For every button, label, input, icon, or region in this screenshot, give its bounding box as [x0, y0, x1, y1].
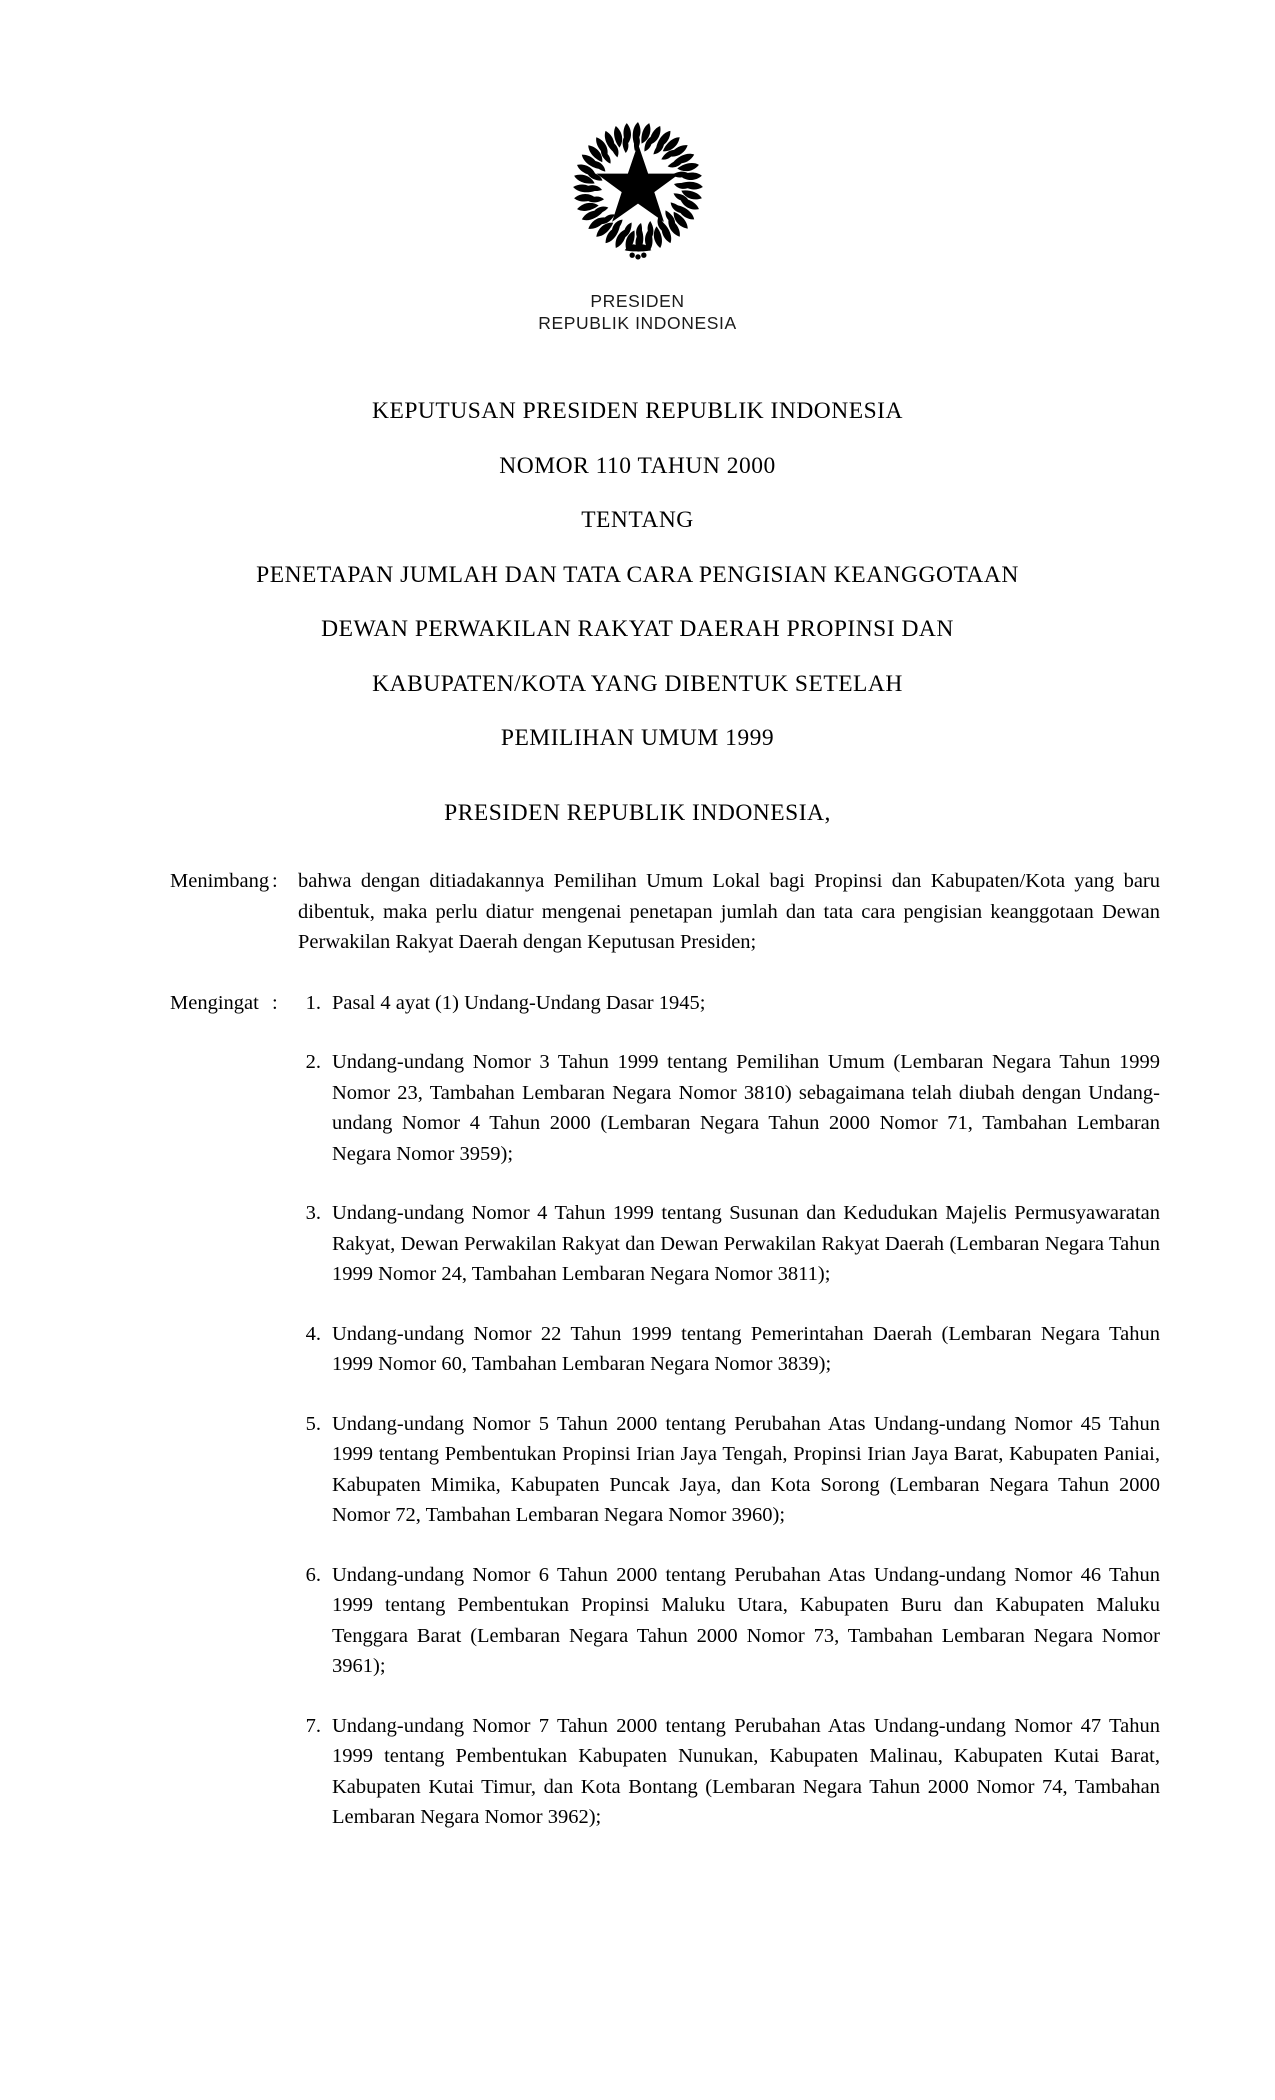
list-item-text: Undang-undang Nomor 7 Tahun 2000 tentang Perubahan Atas Undang-undang Nomor 47 Tahun 1999 tentang Pembentukan Kabupaten Nunukan, Kabupaten Malinau, Kabupaten Kutai Barat, Kabupaten Kutai Timur, dan Kota Bontang (Lembaran Negara Tahun 2000 Nomor 74, Tambahan Lembaran Negara Nomor 3962); — [332, 1714, 1160, 1828]
menimbang-text-wrapper — [298, 866, 1160, 958]
presidential-seal-block — [0, 108, 1275, 271]
subject-line-2: DEWAN PERWAKILAN RAKYAT DAERAH PROPINSI DAN — [321, 616, 954, 642]
list-item-marker: 2. — [305, 1051, 321, 1073]
seal-caption-line-1: PRESIDEN — [590, 291, 685, 311]
list-item-text: Undang-undang Nomor 6 Tahun 2000 tentang Perubahan Atas Undang-undang Nomor 46 Tahun 1999 tentang Pembentukan Propinsi Maluku Utara, Kabupaten Buru dan Kabupaten Maluku Tenggara Barat (Lembaran Negara Tahun 2000 Nomor 73, Tambahan Lembaran Negara Nomor 3961); — [332, 1563, 1160, 1677]
menimbang-paragraph: bahwa dengan ditiadakannya Pemilihan Umum Lokal bagi Propinsi dan Kabupaten/Kota yang baru dibentuk, maka perlu diatur mengenai penetapan jumlah dan tata cara pengisian keanggotaan Dewan Perwakilan Rakyat Daerah dengan Keputusan Presiden; — [298, 870, 1160, 953]
list-item — [298, 1409, 1160, 1531]
page-title: KEPUTUSAN PRESIDEN REPUBLIK INDONESIA — [372, 398, 903, 424]
menimbang-clause — [170, 866, 1160, 958]
seal-caption — [0, 290, 1275, 334]
list-item-marker: 1. — [305, 991, 321, 1014]
decree-title-block — [0, 384, 1275, 766]
list-item-text: Undang-undang Nomor 3 Tahun 1999 tentang Pemilihan Umum (Lembaran Negara Tahun 1999 Nomor 23, Tambahan Lembaran Negara Nomor 3810) sebagaimana telah diubah dengan Undang-undang Nomor 4 Tahun 2000 (Lembaran Negara Tahun 2000 Nomor 71, Tambahan Lembaran Negara Nomor 3959); — [332, 1051, 1160, 1165]
list-item-text: Pasal 4 ayat (1) Undang-Undang Dasar 1945; — [332, 991, 706, 1014]
tentang-label: TENTANG — [581, 507, 694, 533]
list-item-text: Undang-undang Nomor 4 Tahun 1999 tentang Susunan dan Kedudukan Majelis Permusyawaratan Rakyat, Dewan Perwakilan Rakyat dan Dewan Perwakilan Rakyat Daerah (Lembaran Negara Tahun 1999 Nomor 24, Tambahan Lembaran Negara Nomor 3811); — [332, 1202, 1160, 1285]
list-item-text: Undang-undang Nomor 5 Tahun 2000 tentang Perubahan Atas Undang-undang Nomor 45 Tahun 1999 tentang Pembentukan Propinsi Irian Jaya Tengah, Propinsi Irian Jaya Barat, Kabupaten Paniai, Kabupaten Mimika, Kabupaten Puncak Jaya, dan Kota Sorong (Lembaran Negara Tahun 2000 Nomor 72, Tambahan Lembaran Negara Nomor 3960); — [332, 1412, 1160, 1526]
decree-number: NOMOR 110 TAHUN 2000 — [499, 452, 776, 479]
list-item — [298, 1560, 1160, 1682]
mengingat-list-wrapper — [298, 988, 1160, 1833]
mengingat-colon: : — [272, 991, 278, 1014]
list-item — [298, 988, 1160, 1019]
mengingat-clause — [170, 988, 1160, 1833]
decree-body — [170, 866, 1160, 1833]
seal-caption-line-2: REPUBLIK INDONESIA — [538, 313, 737, 333]
list-item — [298, 1198, 1160, 1290]
subject-line-3: KABUPATEN/KOTA YANG DIBENTUK SETELAH — [372, 670, 903, 697]
issuing-authority: PRESIDEN REPUBLIK INDONESIA, — [444, 800, 831, 826]
menimbang-colon: : — [272, 870, 278, 892]
mengingat-list — [298, 988, 1160, 1833]
list-item-text: Undang-undang Nomor 22 Tahun 1999 tentang Pemerintahan Daerah (Lembaran Negara Tahun 1999 Nomor 60, Tambahan Lembaran Negara Nomor 3839); — [332, 1322, 1160, 1375]
list-item-marker: 7. — [305, 1714, 321, 1737]
list-item-marker: 5. — [305, 1412, 321, 1435]
list-item — [298, 1319, 1160, 1380]
mengingat-label: Mengingat — [170, 991, 259, 1014]
subject-line-4: PEMILIHAN UMUM 1999 — [500, 725, 775, 751]
star-wreath-seal-icon — [554, 108, 722, 266]
list-item — [298, 1711, 1160, 1833]
menimbang-label: Menimbang — [170, 870, 270, 892]
list-item-marker: 4. — [305, 1322, 321, 1345]
list-item-marker: 6. — [305, 1563, 321, 1586]
list-item — [298, 1047, 1160, 1169]
subject-line-1: PENETAPAN JUMLAH DAN TATA CARA PENGISIAN KEANGGOTAAN — [256, 561, 1019, 588]
list-item-marker: 3. — [305, 1202, 321, 1224]
